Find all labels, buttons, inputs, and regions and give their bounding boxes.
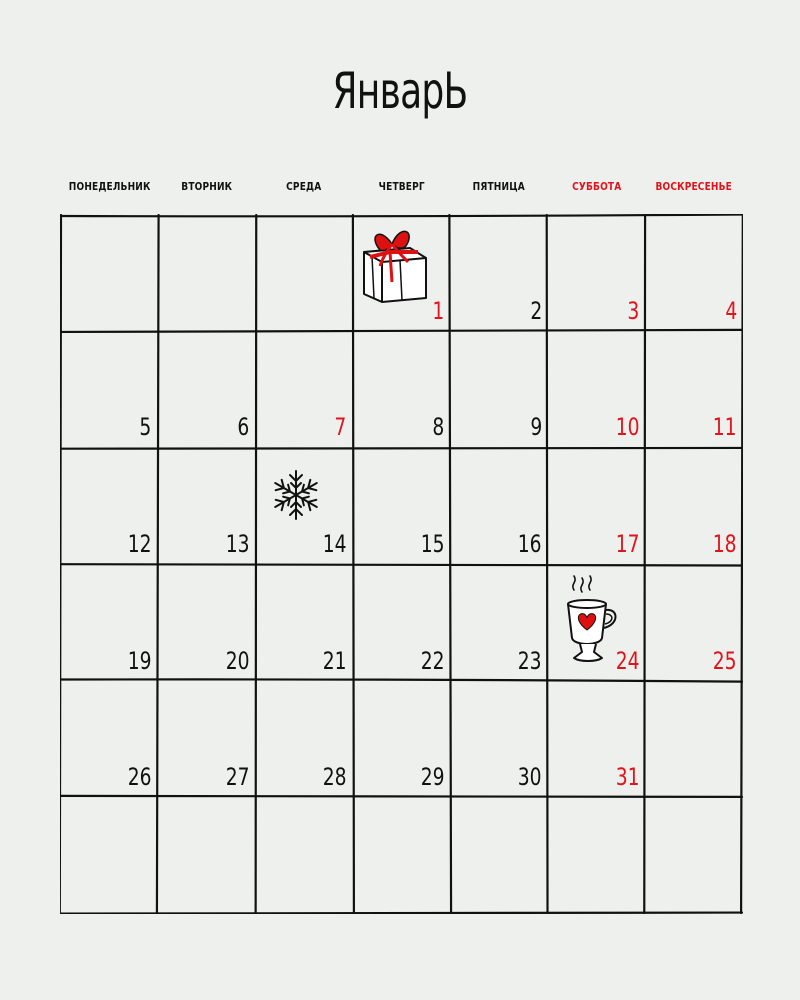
day-cell[interactable] — [548, 447, 646, 564]
day-cell[interactable] — [255, 214, 353, 331]
day-cell[interactable] — [255, 681, 353, 798]
day-number: 2 — [529, 296, 542, 325]
day-cell[interactable] — [450, 447, 548, 564]
day-cell[interactable] — [60, 214, 158, 331]
day-cell[interactable] — [450, 564, 548, 681]
day-cell[interactable] — [353, 681, 451, 798]
day-cell[interactable] — [60, 564, 158, 681]
day-number: 17 — [615, 529, 640, 558]
day-cell[interactable] — [158, 564, 256, 681]
snowflake-icon — [272, 468, 320, 522]
day-cell[interactable] — [60, 797, 158, 914]
day-cell[interactable] — [158, 331, 256, 448]
weekday-label: ПОНЕДЕЛЬНИК — [68, 180, 151, 193]
day-cell[interactable] — [645, 447, 743, 564]
day-number: 3 — [627, 296, 640, 325]
month-title: ЯнварЬ — [332, 62, 468, 120]
weekday-label: ПЯТНИЦА — [472, 180, 526, 193]
weekday-label: ВТОРНИК — [180, 180, 232, 193]
day-number: 12 — [127, 529, 152, 558]
day-cell[interactable] — [255, 564, 353, 681]
day-cell[interactable] — [255, 331, 353, 448]
day-cell[interactable] — [158, 214, 256, 331]
day-cell[interactable] — [60, 447, 158, 564]
day-number: 10 — [615, 413, 640, 442]
day-number: 24 — [615, 646, 640, 675]
day-number: 7 — [334, 413, 347, 442]
day-number: 5 — [139, 413, 152, 442]
day-number: 22 — [420, 646, 445, 675]
day-number: 16 — [517, 529, 542, 558]
day-cell[interactable] — [60, 681, 158, 798]
day-cell[interactable] — [450, 797, 548, 914]
day-cell[interactable] — [548, 681, 646, 798]
day-cell[interactable] — [353, 331, 451, 448]
calendar-grid — [60, 214, 743, 914]
day-cell[interactable] — [548, 214, 646, 331]
day-number: 11 — [713, 413, 737, 442]
day-number: 27 — [225, 763, 250, 792]
day-number: 23 — [517, 646, 542, 675]
day-cell[interactable] — [645, 564, 743, 681]
day-number: 20 — [225, 646, 250, 675]
gift-icon — [360, 222, 432, 306]
day-number: 26 — [127, 763, 152, 792]
weekday-label: СРЕДА — [286, 180, 322, 193]
day-cell[interactable] — [450, 214, 548, 331]
day-cell[interactable] — [548, 331, 646, 448]
day-number: 1 — [432, 296, 445, 325]
day-number: 31 — [615, 763, 640, 792]
weekday-label: СУББОТА — [571, 180, 622, 193]
weekday-label: ЧЕТВЕРГ — [378, 180, 425, 193]
day-cell[interactable] — [645, 331, 743, 448]
day-number: 18 — [713, 529, 737, 558]
weekday-label: ВОСКРЕСЕНЬЕ — [655, 180, 733, 193]
day-number: 6 — [237, 413, 250, 442]
day-cell[interactable] — [353, 447, 451, 564]
day-number: 4 — [725, 296, 737, 325]
day-cell[interactable] — [450, 331, 548, 448]
day-number: 14 — [322, 529, 347, 558]
day-number: 8 — [432, 413, 445, 442]
mug-icon — [560, 572, 624, 668]
day-cell[interactable] — [353, 797, 451, 914]
day-cell[interactable] — [645, 214, 743, 331]
weekday-header — [60, 180, 743, 204]
day-cell[interactable] — [548, 797, 646, 914]
day-cell[interactable] — [645, 681, 743, 798]
day-number: 9 — [529, 413, 542, 442]
day-cell[interactable] — [60, 331, 158, 448]
day-number: 29 — [420, 763, 445, 792]
day-number: 28 — [322, 763, 347, 792]
day-cell[interactable] — [255, 797, 353, 914]
day-cell[interactable] — [450, 681, 548, 798]
day-number: 25 — [713, 646, 737, 675]
day-number: 15 — [420, 529, 445, 558]
day-cell[interactable] — [158, 447, 256, 564]
day-cell[interactable] — [158, 797, 256, 914]
day-cell[interactable] — [158, 681, 256, 798]
day-number: 21 — [322, 646, 347, 675]
day-number: 30 — [517, 763, 542, 792]
day-number: 19 — [127, 646, 152, 675]
day-number: 13 — [225, 529, 250, 558]
day-cell[interactable] — [353, 564, 451, 681]
day-cell[interactable] — [645, 797, 743, 914]
